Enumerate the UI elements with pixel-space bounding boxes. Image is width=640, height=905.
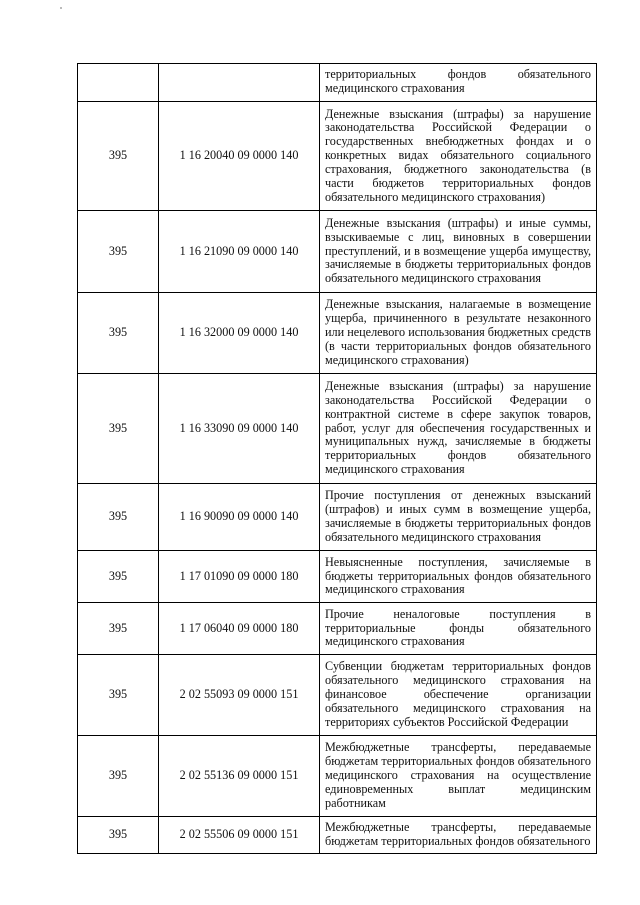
table-row — [78, 736, 597, 817]
table-row — [78, 484, 597, 551]
revenue-description-cell: Субвенции бюджетам территориальных фондов обязательного медицинского страхования на финансовое обеспечение организации обязательного медицинского страхования на территориях субъектов Российской Федерации — [320, 655, 597, 736]
revenue-description-cell: территориальных фондов обязательного медицинского страхования — [320, 64, 597, 102]
admin-code-cell: 395 — [78, 102, 159, 211]
table-row — [78, 551, 597, 603]
admin-code-cell: 395 — [78, 374, 159, 484]
table-row — [78, 817, 597, 854]
table-row — [78, 64, 597, 102]
admin-code-cell: 395 — [78, 603, 159, 655]
admin-code-cell: 395 — [78, 293, 159, 374]
table-row — [78, 655, 597, 736]
revenue-description-cell: Денежные взыскания (штрафы) за нарушение законодательства Российской Федерации о государственных внебюджетных фондах и о конкретных видах обязательного социального страхования, бюджетного законодательства (в части бюджетов территориальных фондов обязательного медицинского страхования) — [320, 102, 597, 211]
admin-code-cell: 395 — [78, 551, 159, 603]
revenue-description-cell: Межбюджетные трансферты, передаваемые бюджетам территориальных фондов обязательного медицинского страхования на осуществление единовременных выплат медицинским работникам — [320, 736, 597, 817]
budget-codes-table — [77, 63, 597, 854]
admin-code-cell: 395 — [78, 655, 159, 736]
budget-classification-code-cell — [159, 64, 320, 102]
revenue-description-cell: Денежные взыскания (штрафы) за нарушение законодательства Российской Федерации о контрактной системе в сфере закупок товаров, работ, услуг для обеспечения государственных и муниципальных нужд, зачисляемые в бюджеты территориальных фондов обязательного медицинского страхования — [320, 374, 597, 484]
admin-code-cell: 395 — [78, 736, 159, 817]
table-row — [78, 102, 597, 211]
table-row — [78, 211, 597, 293]
budget-classification-code-cell: 1 17 06040 09 0000 180 — [159, 603, 320, 655]
budget-classification-code-cell: 1 16 32000 09 0000 140 — [159, 293, 320, 374]
revenue-description-cell: Прочие поступления от денежных взысканий (штрафов) и иных сумм в возмещение ущерба, зачисляемые в бюджеты территориальных фондов обязательного медицинского страхования — [320, 484, 597, 551]
budget-classification-code-cell: 2 02 55506 09 0000 151 — [159, 817, 320, 854]
revenue-description-cell: Денежные взыскания, налагаемые в возмещение ущерба, причиненного в результате незаконного или нецелевого использования бюджетных средств (в части территориальных фондов обязательного медицинского страхования) — [320, 293, 597, 374]
table-row — [78, 293, 597, 374]
admin-code-cell: 395 — [78, 817, 159, 854]
budget-classification-code-cell: 1 16 20040 09 0000 140 — [159, 102, 320, 211]
revenue-description-cell: Межбюджетные трансферты, передаваемые бюджетам территориальных фондов обязательного — [320, 817, 597, 854]
budget-classification-code-cell: 1 16 21090 09 0000 140 — [159, 211, 320, 293]
admin-code-cell: 395 — [78, 484, 159, 551]
table-row — [78, 374, 597, 484]
revenue-description-cell: Денежные взыскания (штрафы) и иные суммы, взыскиваемые с лиц, виновных в совершении преступлений, и в возмещение ущерба имуществу, зачисляемые в бюджеты территориальных фондов обязательного медицинского страхования — [320, 211, 597, 293]
budget-classification-code-cell: 1 16 33090 09 0000 140 — [159, 374, 320, 484]
budget-classification-code-cell: 1 17 01090 09 0000 180 — [159, 551, 320, 603]
budget-classification-code-cell: 1 16 90090 09 0000 140 — [159, 484, 320, 551]
table-row — [78, 603, 597, 655]
budget-classification-code-cell: 2 02 55136 09 0000 151 — [159, 736, 320, 817]
revenue-description-cell: Невыясненные поступления, зачисляемые в бюджеты территориальных фондов обязательного медицинского страхования — [320, 551, 597, 603]
revenue-description-cell: Прочие неналоговые поступления в территориальные фонды обязательного медицинского страхования — [320, 603, 597, 655]
admin-code-cell — [78, 64, 159, 102]
scan-speck — [60, 7, 62, 9]
admin-code-cell: 395 — [78, 211, 159, 293]
budget-classification-code-cell: 2 02 55093 09 0000 151 — [159, 655, 320, 736]
